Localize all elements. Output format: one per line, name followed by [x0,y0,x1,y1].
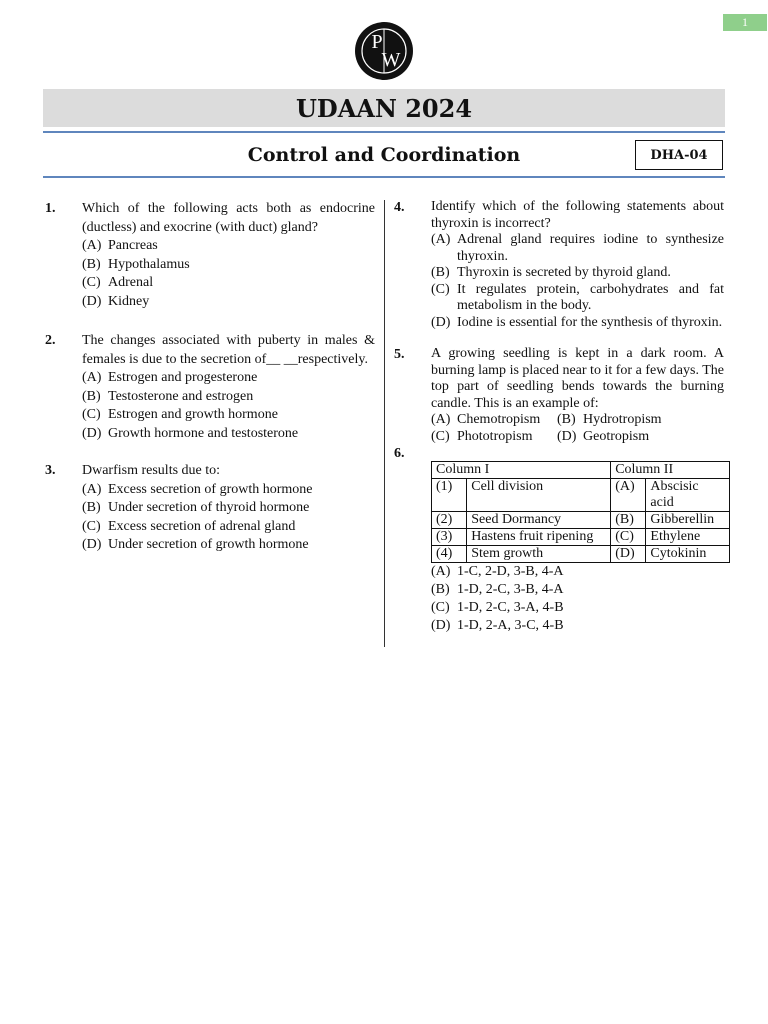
table-header-cell: Column I [432,462,611,479]
option-c [82,406,375,425]
option-b [82,499,375,518]
option-row [431,412,724,429]
option-label: (B) [82,256,101,272]
table-row [432,479,730,512]
option-text: Hydrotropism [583,412,662,427]
option-label: (A) [82,238,102,253]
option-label: (D) [82,425,102,441]
table-cell: Hastens fruit ripening [467,529,611,546]
option-text: Kidney [108,293,150,309]
option-text: Pancreas [108,238,158,253]
option-label: (B) [431,265,450,280]
table-cell: (1) [432,479,467,512]
option-label: (D) [82,537,102,552]
question-number: 5. [394,347,405,362]
table-cell: (B) [611,512,646,529]
option-text: Chemotropism [457,412,541,427]
option-label: (C) [82,518,101,534]
table-cell: (A) [611,479,646,512]
option-d [82,425,375,444]
option-label: (C) [82,407,101,422]
option-list [82,369,375,443]
question-1 [45,200,375,311]
option-list [82,481,375,555]
option-text: 1-D, 2-C, 3-B, 4-A [457,582,564,597]
option-label: (C) [82,275,101,290]
question-number: 1. [45,201,56,216]
question-stem: Dwarfism results due to: [82,463,221,478]
logo-letter-p: P [371,31,383,53]
option-text: Geotropism [583,428,650,444]
option-d [82,536,375,555]
question-4 [394,199,724,331]
option-a [82,237,375,256]
option-a [431,412,557,429]
option-label: (A) [82,370,102,385]
option-label: (C) [431,600,450,615]
table-row [432,529,730,546]
option-text: Estrogen and progesterone [108,370,258,385]
option-label: (B) [82,500,101,515]
option-a [431,232,724,265]
option-c [82,274,375,293]
option-row [431,429,724,446]
table-cell: Cell division [467,479,611,512]
option-label: (B) [82,388,101,404]
option-text: It regulates protein, carbohydrates and fat metabolism in the body. [457,281,724,313]
option-label: (A) [82,481,102,497]
option-label: (D) [82,293,102,309]
option-label: (A) [431,232,451,247]
table-cell: (2) [432,512,467,529]
option-d [82,293,375,312]
option-b [431,265,724,282]
option-a [431,563,734,581]
question-number: 2. [45,333,56,348]
question-number: 3. [45,463,56,478]
option-label: (D) [431,314,451,330]
table-cell: Gibberellin [646,512,730,529]
sheet-code-box: DHA-04 [635,140,723,170]
option-label: (C) [431,281,450,297]
option-list [431,563,734,635]
option-label: (A) [431,564,451,579]
option-text: Hypothalamus [108,256,190,272]
option-a [82,481,375,500]
header-rule-bottom [43,176,725,178]
table-cell: Cytokinin [646,546,730,563]
question-6 [394,445,734,635]
option-text: Adrenal [108,275,154,290]
option-d [557,429,649,446]
option-b [557,412,662,429]
option-c [431,429,557,446]
table-cell: Stem growth [467,546,611,563]
table-cell: (4) [432,546,467,563]
option-text: Thyroxin is secreted by thyroid gland. [457,265,671,280]
table-cell: Ethylene [646,529,730,546]
option-text: Excess secretion of growth hormone [108,481,313,497]
table-cell: (3) [432,529,467,546]
option-text: 1-D, 2-A, 3-C, 4-B [457,618,564,633]
column-divider [384,200,385,647]
option-b [431,581,734,599]
option-text: 1-C, 2-D, 3-B, 4-A [457,564,564,579]
table-row [432,546,730,563]
option-text: Excess secretion of adrenal gland [108,518,296,534]
table-header-cell: Column II [611,462,730,479]
option-c [431,599,734,617]
table-row [432,512,730,529]
option-label: (B) [557,412,576,427]
logo-letter-w: W [381,49,401,71]
option-text: Growth hormone and testosterone [108,425,299,441]
question-number: 6. [394,446,405,461]
question-stem: The changes associated with puberty in males & females is due to the secretion of__ __respectively. [82,333,375,367]
option-c [82,518,375,537]
option-text: 1-D, 2-C, 3-A, 4-B [457,600,564,615]
question-stem: Which of the following acts both as endocrine (ductless) and exocrine (with duct) gland? [82,201,375,235]
option-text: Iodine is essential for the synthesis of thyroxin. [457,314,723,330]
option-list [431,232,724,331]
question-2 [45,332,375,443]
option-label: (B) [431,582,450,597]
table-cell: Seed Dormancy [467,512,611,529]
subject-title: Control and Coordination [247,144,521,166]
option-label: (C) [431,428,450,444]
option-list [431,412,724,445]
option-label: (A) [431,412,451,427]
header-rule-top [43,131,725,133]
option-d [431,315,724,332]
question-5 [394,346,724,445]
table-cell: (C) [611,529,646,546]
option-text: Testosterone and estrogen [108,388,254,404]
question-stem: A growing seedling is kept in a dark room. A burning lamp is placed near to it for a few days. The top part of seedling bends towards the burning candle. This is an example of: [431,346,724,411]
option-b [82,388,375,407]
option-d [431,617,734,635]
option-b [82,256,375,275]
option-c [431,282,724,315]
table-header-row [432,462,730,479]
option-list [82,237,375,311]
question-stem: Identify which of the following statements about thyroxin is incorrect? [431,199,724,231]
option-text: Under secretion of growth hormone [108,537,309,552]
option-label: (D) [431,618,451,633]
pw-logo [354,21,414,81]
option-text: Adrenal gland requires iodine to synthesize thyroxin. [457,232,724,264]
banner-title: UDAAN 2024 [43,89,725,127]
option-a [82,369,375,388]
question-number: 4. [394,200,405,215]
match-table [431,461,730,563]
page-number-badge: 1 [723,14,767,31]
table-cell: Abscisic acid [646,479,730,512]
question-3 [45,462,375,555]
option-text: Estrogen and growth hormone [108,407,278,422]
option-text: Phototropism [457,428,533,444]
option-label: (D) [557,428,577,444]
table-cell: (D) [611,546,646,563]
option-text: Under secretion of thyroid hormone [108,500,310,515]
